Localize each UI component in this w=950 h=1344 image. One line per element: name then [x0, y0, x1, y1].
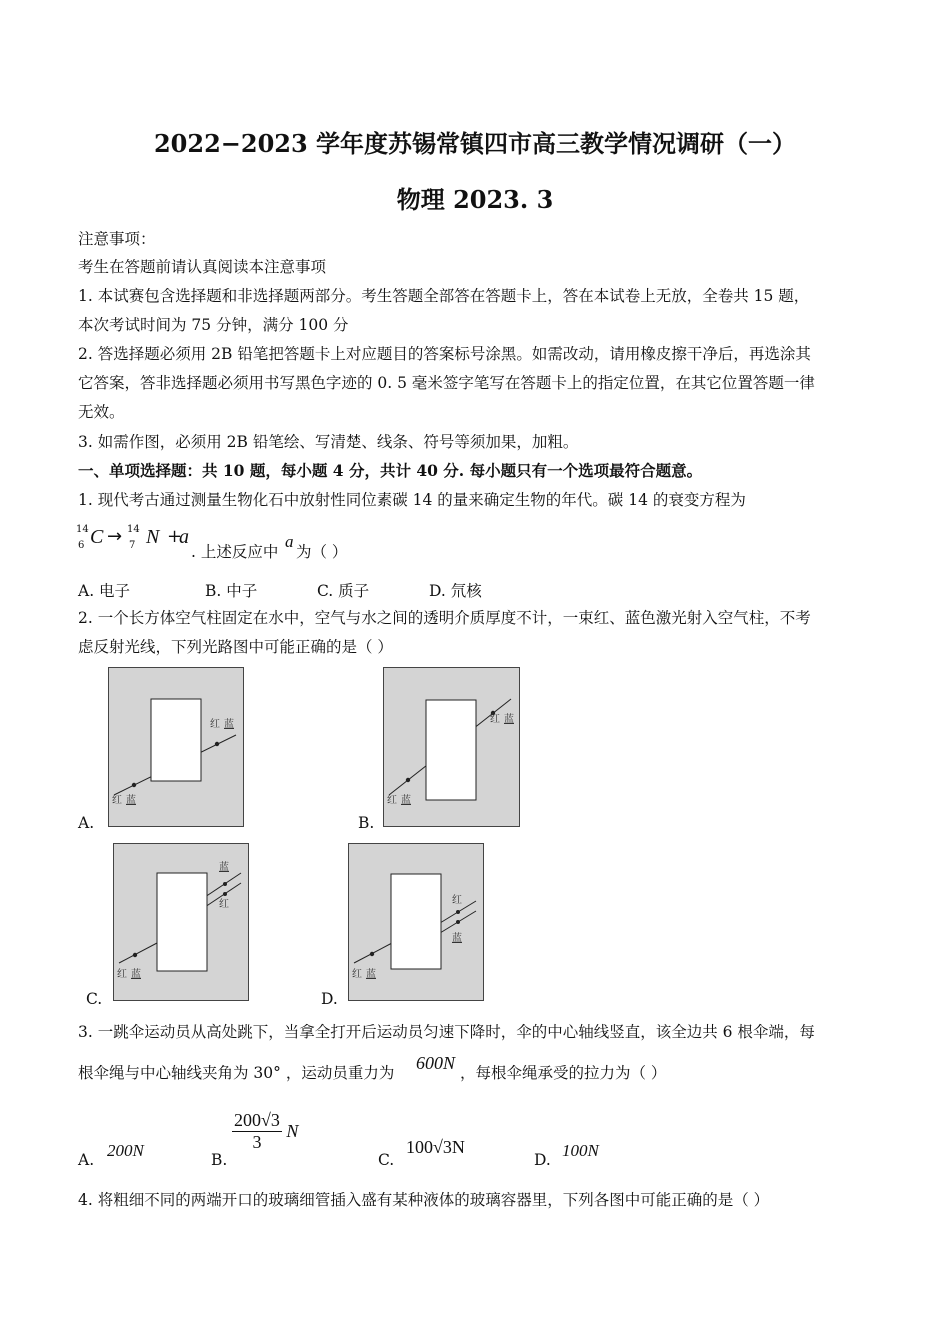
q3-option-c-label: C.: [378, 1151, 395, 1169]
q3-option-b-value: [232, 1110, 298, 1153]
exam-title: 2022−2023 学年度苏锡常镇四市高三教学情况调研（一）: [153, 129, 797, 158]
q2-stem-b: 虑反射光线，下列光路图中可能正确的是（ ）: [78, 638, 393, 656]
q1-tail-post: 为（ ）: [296, 543, 348, 561]
q3-stem-b-post: ，每根伞绳承受的拉力为（ ）: [460, 1064, 667, 1082]
q2-figure-b: [383, 667, 520, 827]
q1-n-mass: 14: [127, 524, 140, 535]
q3-option-d-label: D.: [534, 1151, 551, 1169]
q2-stem-a: 2. 一个长方体空气柱固定在水中，空气与水之间的透明介质厚度不计，一束红、蓝色激光射入空气柱，不考: [78, 609, 811, 627]
fig-a-label-blue-out: 蓝: [224, 719, 234, 730]
fig-b-label-red-in: 红: [387, 795, 397, 806]
q3-weight: 600N: [416, 1053, 456, 1073]
note-item-2a: 2. 答选择题必须用 2B 铅笔把答题卡上对应题目的答案标号涂黑。如需改动，请用橡皮擦干净后，再选涂其: [78, 345, 811, 363]
note-item-1a: 1. 本试赛包含选择题和非选择题两部分。考生答题全部答在答题卡上，答在本试卷上无放，全卷共 15 题，: [78, 287, 810, 305]
fig-b-label-blue-out: 蓝: [504, 714, 514, 725]
q1-c-symbol: C: [90, 526, 104, 548]
notes-heading: 注意事项：: [78, 230, 156, 248]
fig-b-label-red-out: 红: [490, 714, 500, 725]
q2-label-a: A.: [78, 814, 95, 832]
note-item-1b: 本次考试时间为 75 分钟，满分 100 分: [78, 316, 349, 334]
q3-option-b-label: B.: [211, 1151, 228, 1169]
fig-d-label-blue-out: 蓝: [452, 933, 462, 944]
q2-label-b: B.: [358, 814, 375, 832]
q1-option-d: D. 氘核: [429, 582, 482, 600]
q1-option-a: A. 电子: [78, 582, 131, 600]
q3-option-a-label: A.: [78, 1151, 95, 1169]
q1-c-mass: 14: [76, 524, 89, 535]
fig-a-label-red-out: 红: [210, 719, 220, 730]
fig-d-label-red-in: 红: [352, 969, 362, 980]
fig-c-label-red-in: 红: [117, 969, 127, 980]
exam-subtitle: 物理 2023. 3: [396, 185, 554, 214]
q1-tail-pre: . 上述反应中: [191, 543, 279, 561]
q1-a-symbol: a: [179, 526, 189, 548]
q1-n-number: 7: [129, 540, 136, 551]
q1-option-b: B. 中子: [205, 582, 258, 600]
q3-option-b-unit: N: [286, 1121, 299, 1141]
q1-tail-var: a: [285, 532, 294, 551]
q1-n-symbol: N: [146, 526, 160, 548]
fig-a-label-blue-in: 蓝: [126, 795, 136, 806]
q1-equation-line: [76, 522, 476, 561]
fig-d-label-blue-in: 蓝: [366, 969, 376, 980]
q1-stem: 1. 现代考古通过测量生物化石中放射性同位素碳 14 的量来确定生物的年代。碳 14 的衰变方程为: [78, 491, 746, 509]
notes-intro: 考生在答题前请认真阅读本注意事项: [78, 258, 327, 276]
q3-option-c-value: 100√3N: [406, 1137, 465, 1157]
fig-c-label-blue-out: 蓝: [219, 862, 229, 873]
q2-figure-a: [108, 667, 244, 827]
note-item-3: 3. 如需作图，必须用 2B 铅笔绘、写清楚、线条、符号等须加果，加粗。: [78, 433, 579, 451]
q2-figure-c: [113, 843, 249, 1001]
fig-d-label-red-out: 红: [452, 895, 462, 906]
q2-figure-d: [348, 843, 484, 1001]
fig-b-label-blue-in: 蓝: [401, 795, 411, 806]
q1-option-c: C. 质子: [317, 582, 370, 600]
q3-stem-a: 3. 一跳伞运动员从高处跳下，当拿全打开后运动员匀速下降时，伞的中心轴线竖直，该全边共 6 根伞端，每: [78, 1023, 815, 1041]
q1-c-number: 6: [78, 540, 85, 551]
section-heading: 一、单项选择题：共 10 题，每小题 4 分，共计 40 分. 每小题只有一个选项最符合题意。: [78, 461, 703, 480]
q2-label-d: D.: [321, 990, 338, 1008]
q4-stem: 4. 将粗细不同的两端开口的玻璃细管插入盛有某种液体的玻璃容器里，下列各图中可能正确的是（ ）: [78, 1191, 770, 1209]
fig-c-label-red-out: 红: [219, 899, 229, 910]
q1-plus: +: [167, 526, 183, 547]
q3-option-a-value: 200N: [107, 1141, 144, 1160]
fig-c-label-blue-in: 蓝: [131, 969, 141, 980]
fig-a-label-red-in: 红: [112, 795, 122, 806]
q3-option-b-numerator: 200√3: [234, 1110, 280, 1130]
note-item-2b: 它答案，答非选择题必须用书写黑色字迹的 0. 5 毫米签字笔写在答题卡上的指定位置，在其它位置答题一律: [78, 374, 815, 392]
note-item-2c: 无效。: [78, 403, 125, 421]
q1-arrow: →: [107, 526, 123, 547]
q3-option-b-denominator: 3: [252, 1132, 262, 1152]
q3-option-b-fraction: [232, 1110, 282, 1153]
q2-label-c: C.: [86, 990, 103, 1008]
q3-stem-b-pre: 根伞绳与中心轴线夹角为 30° ，运动员重力为: [78, 1064, 395, 1082]
q3-option-d-value: 100N: [562, 1141, 599, 1160]
